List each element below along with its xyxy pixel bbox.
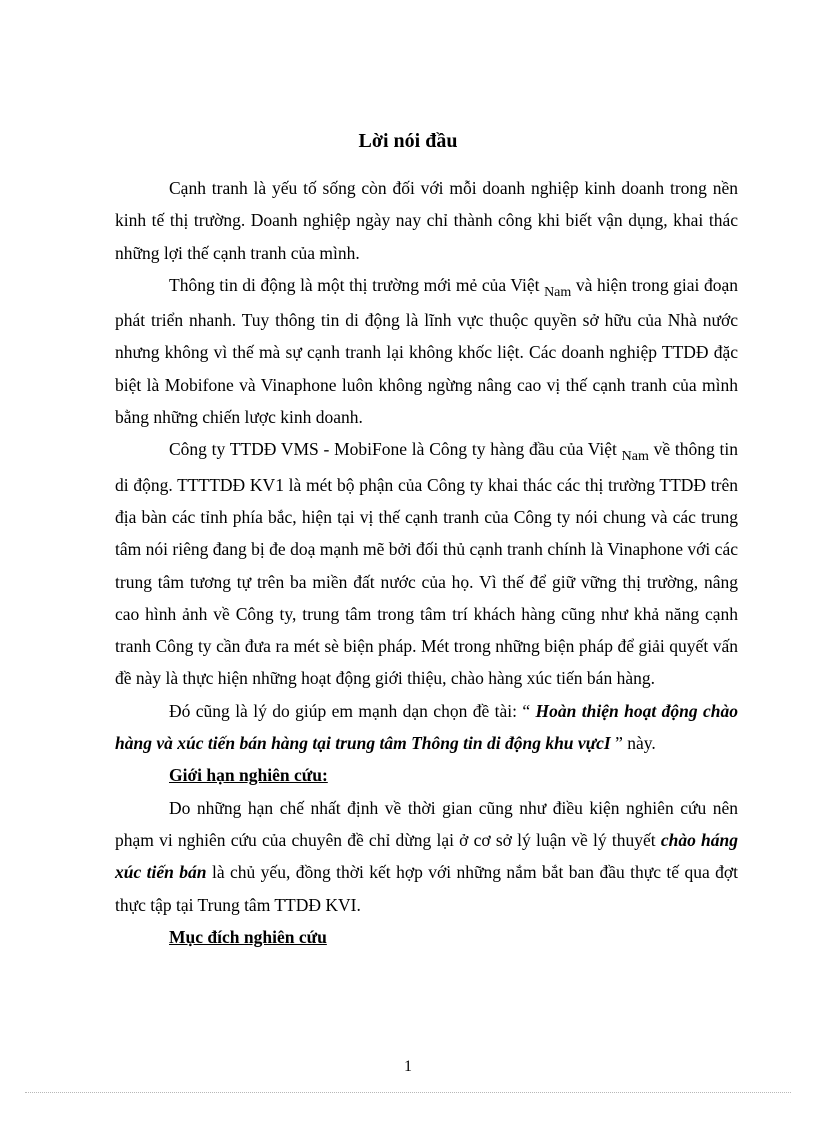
document-body <box>115 172 738 953</box>
paragraph-text: Đó cũng là lý do giúp em mạnh dạn chọn đề tài: “ <box>169 700 536 721</box>
thesis-topic: Hoàn thiện hoạt động chào hàng và xúc tiến bán hàng tại trung tâm Thông tin di động khu vựcI <box>115 700 738 754</box>
heading-text: Giới hạn nghiên cứu: <box>169 765 328 786</box>
paragraph-mobile-market <box>115 269 738 433</box>
section-heading-research-limits <box>115 759 738 791</box>
heading-text: Mục đích nghiên cứu <box>169 926 327 947</box>
country-name-subscript: Nam <box>621 449 649 465</box>
paragraph-text: Công ty TTDĐ VMS - MobiFone là Công ty hàng đầu của Việt <box>169 439 622 460</box>
country-name-subscript: Nam <box>544 284 572 300</box>
section-heading-research-purpose <box>115 921 738 953</box>
paragraph-text: là chủ yếu, đồng thời kết hợp với những nắm bắt ban đầu thực tế qua đợt thực tập tại Trung tâm TTDĐ KVI. <box>115 862 738 915</box>
paragraph-research-scope <box>115 792 738 921</box>
page-bottom-divider <box>25 1092 791 1093</box>
paragraph-competition: Cạnh tranh là yếu tố sống còn đối với mỗi doanh nghiệp kinh doanh trong nền kinh tế thị trường. Doanh nghiệp ngày nay chỉ thành công khi biết vận dụng, khai thác những lợi thế cạnh tranh của mình. <box>115 178 738 263</box>
page-number: 1 <box>404 1058 412 1075</box>
paragraph-text: Thông tin di động là một thị trường mới mẻ của Việt <box>169 274 545 295</box>
paragraph-topic-choice <box>115 695 738 760</box>
key-term: chào háng xúc tiến bán <box>115 829 738 883</box>
paragraph-text: về thông tin di động. TTTTDĐ KV1 là mét bộ phận của Công ty khai thác các thị trường TTDĐ trên địa bàn các tỉnh phía bắc, hiện tại vị thế cạnh tranh của Công ty nói chung và các trung tâm nói riêng đang bị đe doạ mạnh mẽ bởi đối thủ cạnh tranh chính là Vinaphone với các trung tâm tương tự trên ba miền đất nước của họ. Vì thế để giữ vững thị trường, nâng cao hình ảnh về Công ty, trung tâm trong tâm trí khách hàng cũng như khả năng cạnh tranh Công ty cần đưa ra mét sè biện pháp. Mét trong những biện pháp để giải quyết vấn đề này là thực hiện những hoạt động giới thiệu, chào hàng xúc tiến bán hàng. <box>115 439 738 689</box>
page-title: Lời nói đầu <box>358 130 458 152</box>
paragraph-text: Do những hạn chế nhất định về thời gian cũng như điều kiện nghiên cứu nên phạm vi nghiên cứu của chuyên đề chỉ dừng lại ở cơ sở lý luận về lý thuyết <box>115 797 738 850</box>
paragraph-text: ” này. <box>610 733 656 754</box>
paragraph-text: và hiện trong giai đoạn phát triển nhanh. Tuy thông tin di động là lĩnh vực thuộc quyền sở hữu của Nhà nước nhưng không vì thế mà sự cạnh tranh lại không khốc liệt. Các doanh nghiệp TTDĐ đặc biệt là Mobifone và Vinaphone luôn không ngừng nâng cao vị thế cạnh tranh của mình bằng những chiến lược kinh doanh. <box>115 274 738 428</box>
paragraph-company-position <box>115 433 738 694</box>
